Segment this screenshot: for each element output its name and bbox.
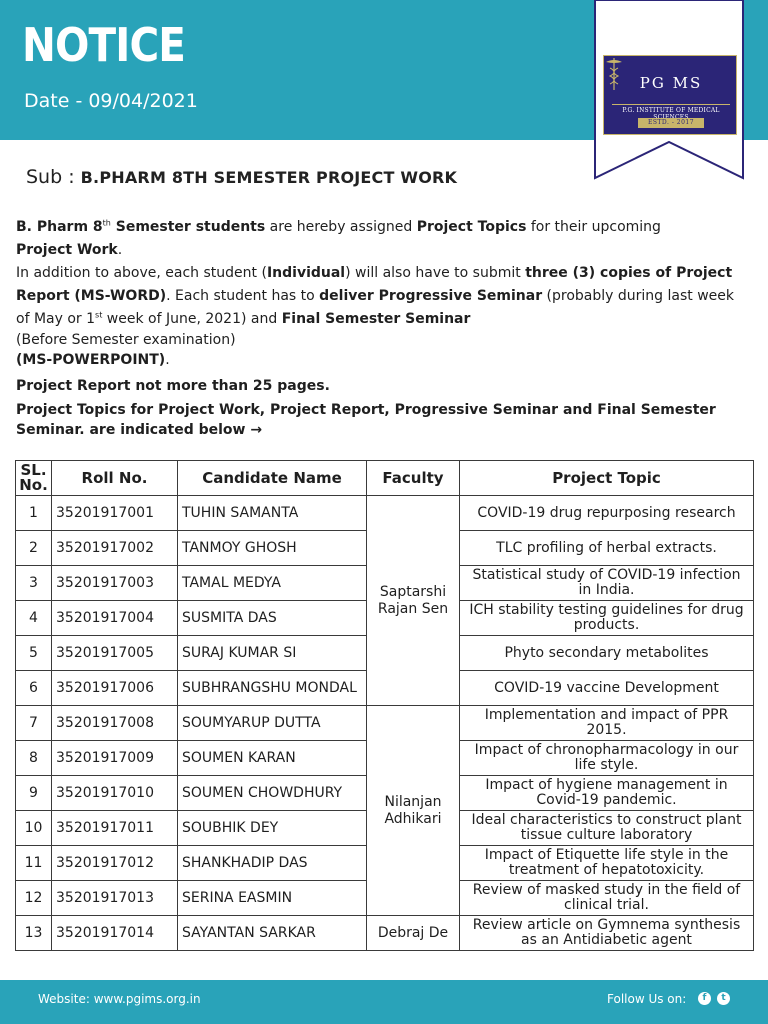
cell-roll: 35201917008: [52, 706, 178, 741]
cell-roll: 35201917014: [52, 916, 178, 951]
cell-topic: TLC profiling of herbal extracts.: [460, 531, 754, 566]
header-project-topic: Project Topic: [460, 461, 754, 496]
cell-topic: Statistical study of COVID-19 infection in India.: [460, 566, 754, 601]
header-candidate-name: Candidate Name: [178, 461, 367, 496]
table-row: [16, 916, 754, 951]
cell-sl: 1: [16, 496, 52, 531]
cell-name: SERINA EASMIN: [178, 881, 367, 916]
footer-follow-label: Follow Us on:: [607, 992, 687, 1006]
project-table: [15, 460, 754, 951]
text-upcoming: for their upcoming: [526, 219, 661, 235]
cell-sl: 6: [16, 671, 52, 706]
cell-sl: 8: [16, 741, 52, 776]
notice-date: Date - 09/04/2021: [24, 90, 198, 112]
cell-name: SOUMEN KARAN: [178, 741, 367, 776]
text-assigned: are hereby assigned: [265, 219, 417, 235]
text-report-msword: Report (MS-WORD): [16, 288, 167, 304]
logo-divider: [612, 104, 730, 105]
cell-roll: 35201917010: [52, 776, 178, 811]
cell-roll: 35201917004: [52, 601, 178, 636]
text-before-exam: (Before Semester examination): [16, 332, 236, 348]
cell-name: SAYANTAN SARKAR: [178, 916, 367, 951]
text-ms-powerpoint: (MS-POWERPOINT): [16, 352, 166, 368]
paragraph-requirements: [16, 262, 756, 372]
cell-sl: 9: [16, 776, 52, 811]
cell-sl: 12: [16, 881, 52, 916]
text-project-topics: Project Topics: [416, 219, 527, 235]
logo-text: PG MS: [639, 74, 703, 92]
notice-body: [16, 216, 756, 440]
cell-roll: 35201917012: [52, 846, 178, 881]
text-three-copies: three (3) copies of Project: [525, 265, 733, 281]
cell-topic: Phyto secondary metabolites: [460, 636, 754, 671]
text-project-work: Project Work: [16, 242, 118, 258]
cell-name: SUBHRANGSHU MONDAL: [178, 671, 367, 706]
text-semester-students: Semester students: [110, 219, 266, 235]
subject-text: B.PHARM 8TH SEMESTER PROJECT WORK: [80, 168, 458, 187]
cell-name: SHANKHADIP DAS: [178, 846, 367, 881]
cell-name: SUSMITA DAS: [178, 601, 367, 636]
cell-sl: 7: [16, 706, 52, 741]
cell-roll: 35201917001: [52, 496, 178, 531]
cell-topic: Impact of chronopharmacology in our life style.: [460, 741, 754, 776]
text-final-seminar: Final Semester Seminar: [281, 311, 471, 327]
cell-faculty: Debraj De: [367, 916, 460, 951]
cell-topic: Impact of Etiquette life style in the treatment of hepatotoxicity.: [460, 846, 754, 881]
cell-topic: Review article on Gymnema synthesis as an Antidiabetic agent: [460, 916, 754, 951]
institute-badge: [593, 0, 745, 180]
text-will-submit: ) will also have to submit: [345, 265, 526, 281]
subject-label: Sub :: [26, 166, 81, 188]
text-probably: (probably during last week: [542, 288, 735, 304]
footer-bar: [0, 980, 768, 1024]
header-sl-no: SL. No.: [16, 461, 52, 496]
text-period-2: .: [165, 352, 170, 368]
notice-title: NOTICE: [22, 18, 186, 72]
cell-roll: 35201917002: [52, 531, 178, 566]
cell-sl: 2: [16, 531, 52, 566]
text-each-student: . Each student has to: [166, 288, 320, 304]
subject-line: [26, 166, 457, 188]
cell-topic: ICH stability testing guidelines for drug products.: [460, 601, 754, 636]
cell-name: SOUMYARUP DUTTA: [178, 706, 367, 741]
cell-name: TUHIN SAMANTA: [178, 496, 367, 531]
cell-name: TAMAL MEDYA: [178, 566, 367, 601]
cell-topic: COVID-19 vaccine Development: [460, 671, 754, 706]
text-may-june: of May or 1: [16, 311, 96, 327]
cell-faculty: Nilanjan Adhikari: [367, 706, 460, 916]
cell-sl: 4: [16, 601, 52, 636]
cell-faculty: Saptarshi Rajan Sen: [367, 496, 460, 706]
cell-roll: 35201917009: [52, 741, 178, 776]
logo-established: ESTD. - 2017: [638, 118, 704, 128]
cell-roll: 35201917013: [52, 881, 178, 916]
cell-topic: Review of masked study in the field of clinical trial.: [460, 881, 754, 916]
text-sup-st: st: [95, 310, 103, 320]
cell-sl: 11: [16, 846, 52, 881]
cell-roll: 35201917005: [52, 636, 178, 671]
paragraph-assignment: [16, 216, 756, 262]
cell-topic: Implementation and impact of PPR 2015.: [460, 706, 754, 741]
text-week-june: week of June, 2021) and: [102, 311, 282, 327]
text-individual: Individual: [266, 265, 346, 281]
cell-topic: Impact of hygiene management in Covid-19 pandemic.: [460, 776, 754, 811]
facebook-icon[interactable]: f: [698, 992, 711, 1005]
cell-name: SURAJ KUMAR SI: [178, 636, 367, 671]
cell-sl: 13: [16, 916, 52, 951]
paragraph-page-limit: Project Report not more than 25 pages.: [16, 378, 330, 394]
cell-name: SOUBHIK DEY: [178, 811, 367, 846]
text-sup-th: th: [102, 218, 111, 228]
logo-subtitle: P.G. INSTITUTE OF MEDICAL: [622, 107, 720, 114]
cell-roll: 35201917006: [52, 671, 178, 706]
cell-sl: 5: [16, 636, 52, 671]
cell-name: TANMOY GHOSH: [178, 531, 367, 566]
text-period: .: [117, 242, 123, 258]
header-roll-no: Roll No.: [52, 461, 178, 496]
text-in-addition: In addition to above, each student (: [16, 265, 267, 281]
cell-sl: 3: [16, 566, 52, 601]
cell-roll: 35201917003: [52, 566, 178, 601]
header-faculty: Faculty: [367, 461, 460, 496]
cell-name: SOUMEN CHOWDHURY: [178, 776, 367, 811]
table-row: [16, 706, 754, 741]
cell-roll: 35201917011: [52, 811, 178, 846]
cell-topic: COVID-19 drug repurposing research: [460, 496, 754, 531]
cell-topic: Ideal characteristics to construct plant tissue culture laboratory: [460, 811, 754, 846]
text-bpharm: B. Pharm 8: [16, 219, 103, 235]
twitter-icon[interactable]: t: [717, 992, 730, 1005]
cell-sl: 10: [16, 811, 52, 846]
paragraph-topics-intro: Project Topics for Project Work, Project Report, Progressive Seminar and Final Semester Seminar. are indicated below →: [16, 402, 716, 438]
table-row: [16, 496, 754, 531]
footer-website-link[interactable]: Website: www.pgims.org.in: [38, 992, 201, 1006]
text-progressive-seminar: deliver Progressive Seminar: [319, 288, 543, 304]
institute-logo: [603, 55, 737, 135]
caduceus-icon: [604, 56, 624, 92]
table-header-row: [16, 461, 754, 496]
